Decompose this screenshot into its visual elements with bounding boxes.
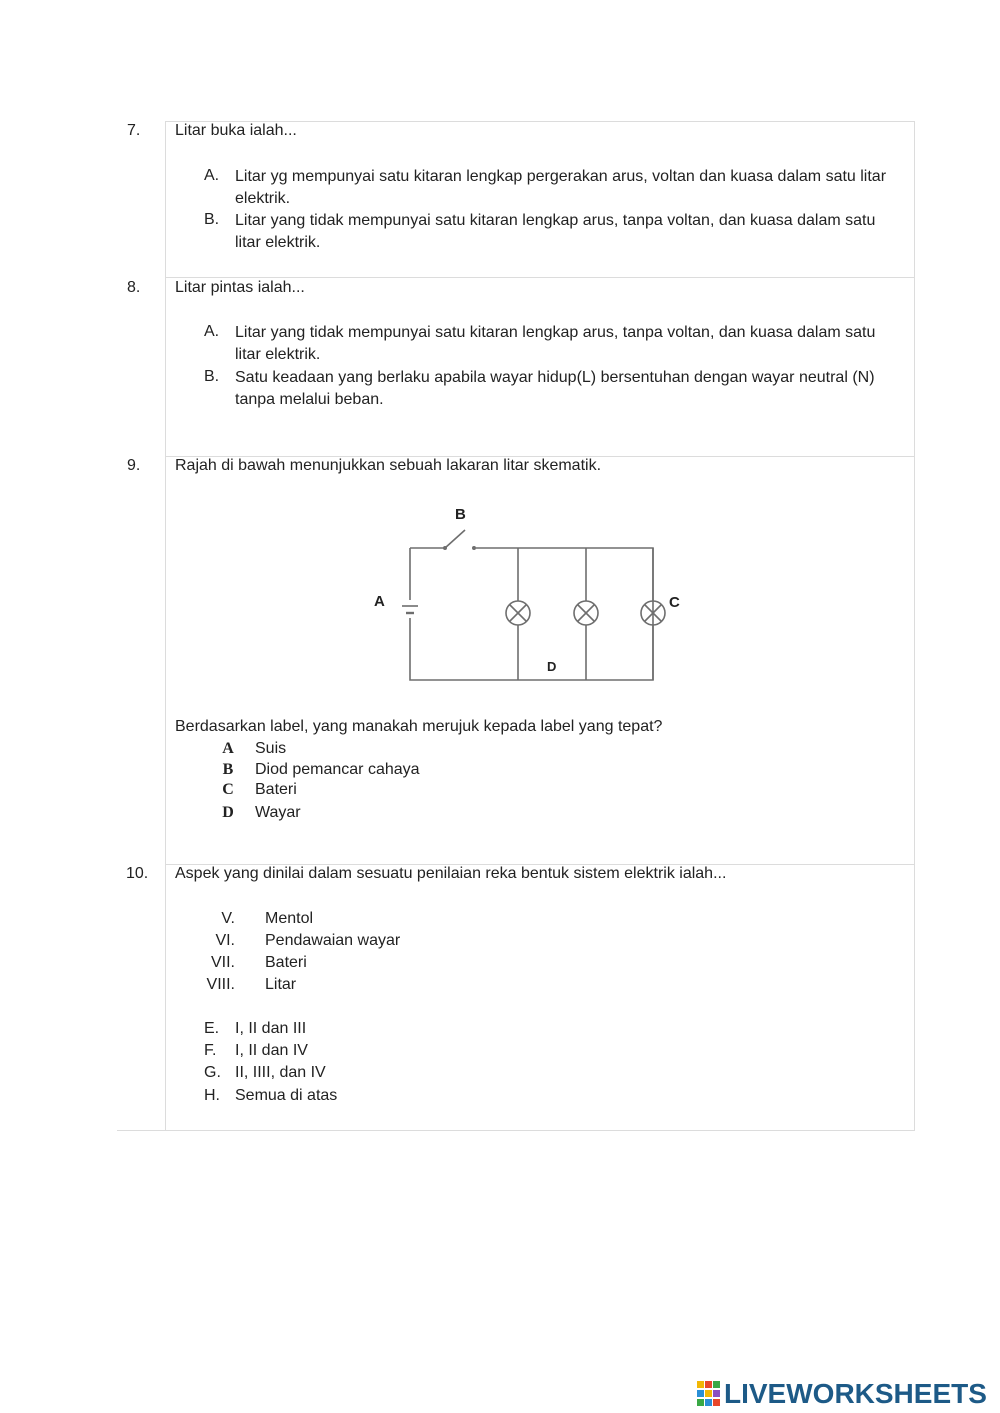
option-text[interactable]: Bateri	[255, 781, 297, 798]
label-d: D	[547, 659, 557, 674]
label-b: B	[455, 506, 466, 523]
item-numeral: V.	[221, 910, 235, 927]
option-text[interactable]: II, IIII, dan IV	[235, 1064, 326, 1081]
question-prompt: Rajah di bawah menunjukkan sebuah lakaran litar skematik.	[175, 457, 602, 474]
option-text[interactable]: I, II dan III	[235, 1020, 307, 1037]
item-numeral: VI.	[215, 932, 235, 949]
item-text: Pendawaian wayar	[265, 932, 401, 949]
option-text[interactable]: Diod pemancar cahaya	[255, 761, 420, 778]
option-letter[interactable]: A	[222, 740, 234, 757]
option-letter[interactable]: H.	[204, 1087, 220, 1104]
option-letter[interactable]: B.	[204, 368, 220, 385]
question-subprompt: Berdasarkan label, yang manakah merujuk kepada label yang tepat?	[175, 718, 663, 735]
question-prompt: Litar buka ialah...	[175, 122, 297, 139]
switch-contact	[472, 546, 476, 550]
switch-contact	[443, 546, 447, 550]
row-divider	[117, 1130, 915, 1131]
option-letter[interactable]: A.	[204, 167, 220, 184]
brand-name: LIVEWORKSHEETS	[724, 1378, 987, 1409]
question-prompt: Litar pintas ialah...	[175, 279, 305, 296]
label-c: C	[669, 594, 680, 611]
wire	[410, 548, 653, 680]
option-text[interactable]: Litar yang tidak mempunyai satu kitaran lengkap arus, tanpa voltan, dan kuasa dalam satu litar elektrik.	[235, 324, 876, 363]
logo-blocks-icon	[697, 1381, 721, 1407]
item-text: Mentol	[265, 910, 314, 927]
option-text[interactable]: Litar yg mempunyai satu kitaran lengkap pergerakan arus, voltan dan kuasa dalam satu litar elektrik.	[235, 168, 887, 207]
option-text[interactable]: Litar yang tidak mempunyai satu kitaran lengkap arus, tanpa voltan, dan kuasa dalam satu litar elektrik.	[235, 212, 876, 251]
option-letter[interactable]: E.	[204, 1020, 220, 1037]
question-prompt: Aspek yang dinilai dalam sesuatu penilaian reka bentuk sistem elektrik ialah...	[175, 865, 727, 882]
question-number: 8.	[127, 279, 141, 296]
switch-lever	[445, 530, 465, 548]
option-text[interactable]: I, II dan IV	[235, 1042, 308, 1059]
option-text[interactable]: Suis	[255, 740, 287, 757]
column-divider	[165, 121, 166, 1131]
liveworksheets-logo[interactable]	[697, 1379, 987, 1409]
item-numeral: VII.	[210, 954, 235, 971]
item-numeral: VIII.	[206, 976, 235, 993]
item-text: Litar	[265, 976, 297, 993]
option-letter[interactable]: D	[222, 804, 234, 821]
option-letter[interactable]: B.	[204, 211, 220, 228]
label-a: A	[374, 593, 385, 610]
option-letter[interactable]: G.	[204, 1064, 221, 1081]
question-number: 10.	[126, 865, 149, 882]
option-text[interactable]: Wayar	[255, 804, 301, 821]
option-letter[interactable]: F.	[204, 1042, 217, 1059]
option-letter[interactable]: A.	[204, 323, 220, 340]
item-text: Bateri	[265, 954, 307, 971]
battery-gap	[401, 600, 419, 618]
option-letter[interactable]: B	[222, 761, 234, 778]
option-text[interactable]: Semua di atas	[235, 1087, 338, 1104]
circuit-diagram	[370, 500, 690, 695]
column-divider	[914, 121, 915, 1131]
option-text[interactable]: Satu keadaan yang berlaku apabila wayar hidup(L) bersentuhan dengan wayar neutral (N) tanpa melalui beban.	[235, 369, 875, 408]
question-number: 7.	[127, 122, 141, 139]
question-number: 9.	[127, 457, 141, 474]
option-letter[interactable]: C	[222, 781, 234, 798]
